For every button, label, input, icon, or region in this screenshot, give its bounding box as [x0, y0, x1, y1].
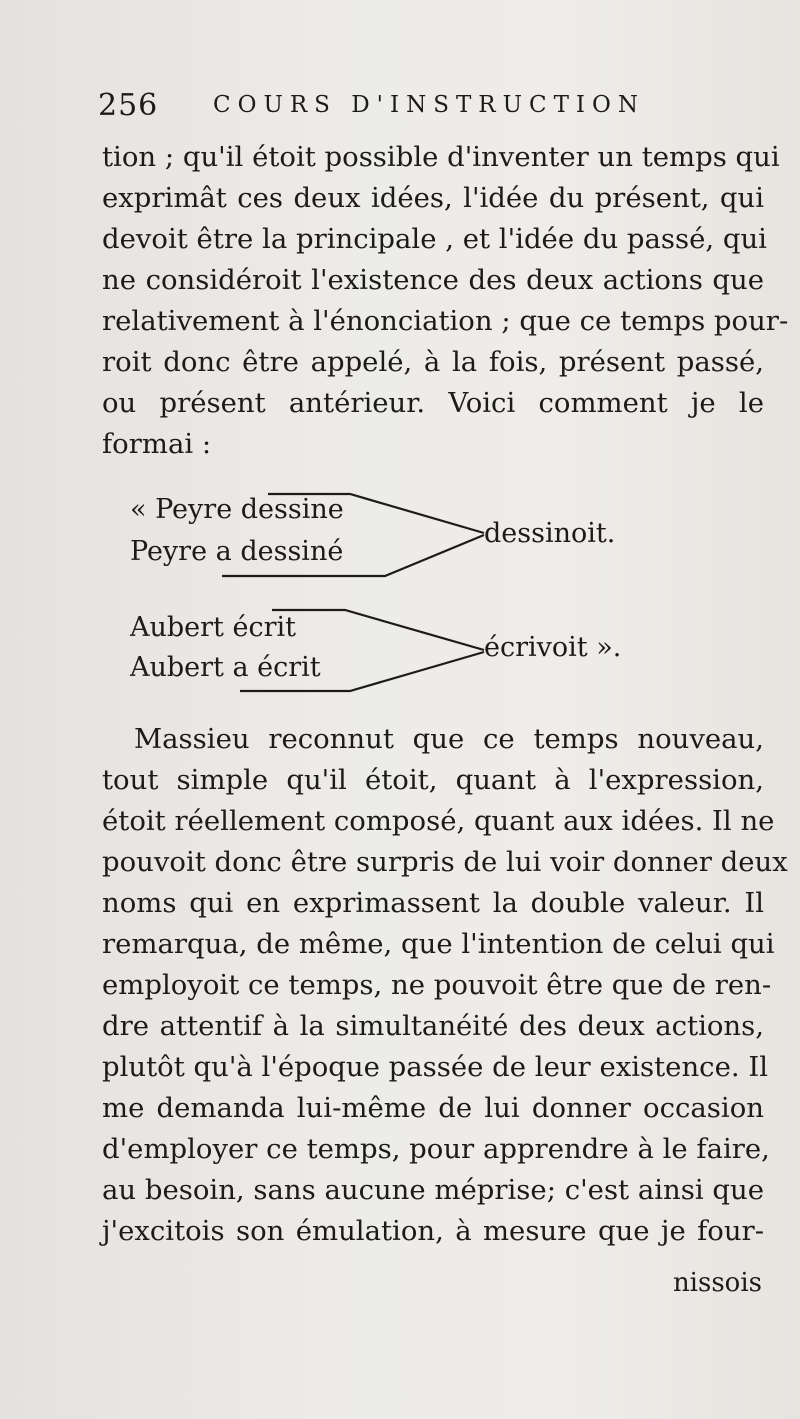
- example-1-line-1: « Peyre dessine: [130, 494, 344, 525]
- example-1-line-2: Peyre a dessiné: [130, 536, 344, 567]
- text-line: d'employer ce temps, pour apprendre à le faire,: [102, 1133, 770, 1165]
- text-line: noms qui en exprimassent la double valeur. Il: [102, 887, 764, 919]
- example-2-result: écrivoit ».: [484, 632, 622, 663]
- page-number: 256: [98, 88, 159, 123]
- bracket-line-2a: [272, 610, 484, 650]
- example-1-result: dessinoit.: [484, 518, 616, 549]
- running-title: COURS D'INSTRUCTION: [213, 92, 645, 118]
- text-line: ou présent antérieur. Voici comment je le: [102, 387, 764, 419]
- text-line: au besoin, sans aucune méprise; c'est ainsi que: [102, 1174, 764, 1206]
- paragraph-1: [102, 137, 789, 465]
- catchword: nissois: [672, 1268, 762, 1298]
- text-line: exprimât ces deux idées, l'idée du présent, qui: [102, 182, 764, 214]
- text-line: remarqua, de même, que l'intention de celui qui: [102, 928, 775, 960]
- text-line: me demanda lui-même de lui donner occasion: [102, 1092, 764, 1124]
- text-line: ne considéroit l'existence des deux actions que: [102, 264, 764, 296]
- text-line: pouvoit donc être surpris de lui voir donner deux: [102, 846, 788, 878]
- text-line: tion ; qu'il étoit possible d'inventer un temps qui: [102, 141, 780, 173]
- page-header: [98, 88, 708, 128]
- text-line: relativement à l'énonciation ; que ce temps pour-: [102, 305, 789, 337]
- text-line: dre attentif à la simultanéité des deux actions,: [102, 1010, 764, 1042]
- text-line: formai :: [102, 428, 212, 460]
- example-2-line-2: Aubert a écrit: [130, 652, 321, 683]
- text-line: plutôt qu'à l'époque passée de leur existence. Il: [102, 1051, 768, 1083]
- text-line: devoit être la principale , et l'idée du passé, qui: [102, 223, 767, 255]
- paragraph-2: [102, 719, 788, 1252]
- text-line: employoit ce temps, ne pouvoit être que de ren-: [102, 969, 772, 1001]
- text-line: tout simple qu'il étoit, quant à l'expression,: [102, 764, 764, 796]
- example-2-line-1: Aubert écrit: [130, 612, 296, 643]
- text-line: roit donc être appelé, à la fois, présent passé,: [102, 346, 764, 378]
- text-line: étoit réellement composé, quant aux idées. Il ne: [102, 805, 775, 837]
- text-line: Massieu reconnut que ce temps nouveau,: [134, 723, 764, 755]
- text-line: j'excitois son émulation, à mesure que je four-: [102, 1215, 764, 1247]
